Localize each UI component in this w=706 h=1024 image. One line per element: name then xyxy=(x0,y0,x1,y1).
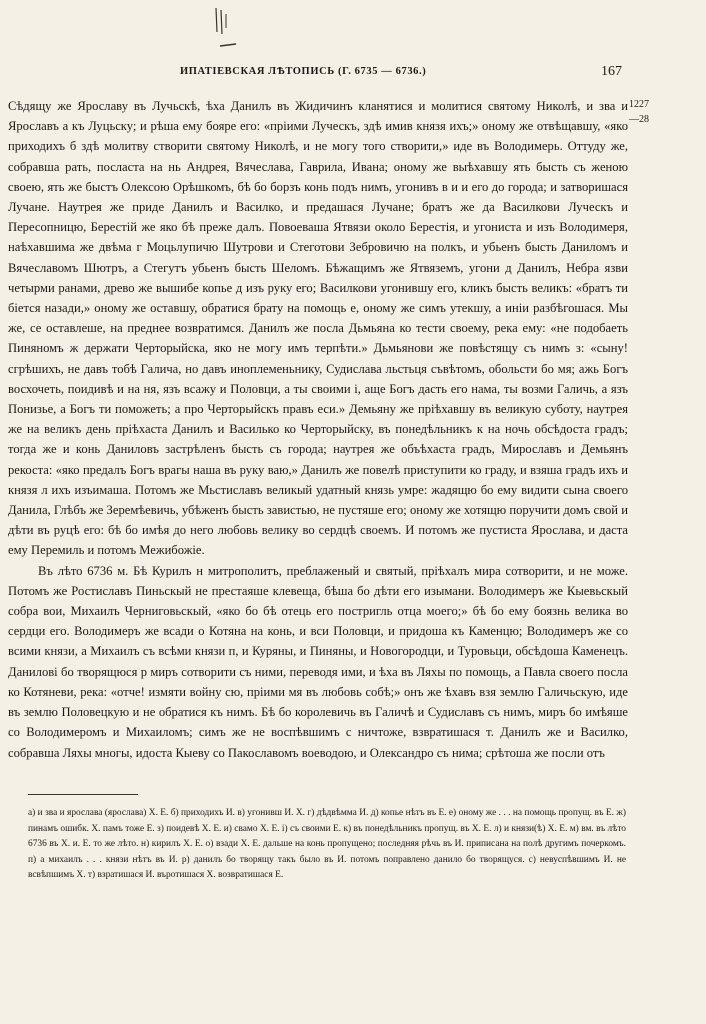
paragraph: Сѣдящу же Ярославу въ Лучьскѣ, ѣха Данилъ въ Жидичинъ кланятися и молитися святому Николѣ, и зва и Ярославъ а къ Луцьску; и рѣша ему бояре его: «прiими Луческъ, здѣ имив князя ихъ;» оному же отвѣщавшу, «яко приходихъ б здѣ молитву створити святому Николѣ, и не могу того створити,» иде въ Володимерь. Оттуду же, собравша рать, посласта на нь Андрея, Вячеслава, Гаврила, Ивана; оному же выѣхавшу ять бысть съ женою своею, ять же быстъ Олексою Орѣшкомъ, бѣ бо борзъ конь подъ нимъ, угонивъ в и и его до города; и затворишася Лучане. Наутрея же приде Данилъ и Василко, и предашася Лучане; братъ же да Василкови Луческъ и Пересопницю, Берестiй же яко бѣ преже далъ. Повоеваша Ятвязи около Берестiя, и угониста и изъ Володимеря, наѣхавшима же двѣма г Моцьлупичю Шутрови и Стеготови Зебровичю на полкъ, и убьенъ бысть Даниломъ и Вячеславомъ Шютръ, а Стегутъ убьенъ бысть Шеломъ. Бѣжащимъ же Ятвяземъ, угони д Данилъ, Небра язви четырми ранами, древо же вышибе копье д изъ руку его; Василкови угонившу его, кликъ бысть великъ: «братъ ти бiется назади,» оному же оставшу, обратися брату на помощь е, оному же симъ утекшу, а инiи разбѣгошася. Мы же, се оставлеше, на преднее возвратимся. Данилъ же посла Дьмьяна ко тести своему, река ему: «не подобаеть Пиняномъ ж держати Черторыйска, яко не могу имъ терпѣти.» Дьмьянови же повѣстящу съ нимъ з: «сыну! сгрѣшихъ, не давъ тобѣ Галича, но давъ иноплеменьнику, Судислава льстьця съвѣтомъ, обольсти бо мя; ажь Богъ восхочеть, поидивѣ и на ня, язъ всажу и Половци, а ты своими i, аще Богъ дасть его нама, ты возми Галичь, а язъ Понизье, а Богъ ти поможеть; а про Черторыйскъ правъ еси.» Демьяну же прiѣхавшу въ великую суботу, наутрея же на великъ день прiѣхаста Данилъ и Василько ко Черторыйску, въ понедѣльникъ к на ночь обсѣдоста градъ; тогда же и конь Даниловъ застрѣленъ бысть съ города; наутрея же объѣхаста градъ, Мирославъ и Демьянъ рекоста: «яко предалъ Богъ врагы наша въ руку ваю,» Данилъ же повелѣ приступити ко граду, и взяша градъ ихъ и князя л ихъ изъимаша. Потомъ же Мьстиславъ великый удатный князь умре: жадящю бо ему видити сына своего Данила, Глѣбъ же Зеремѣевичь, убѣженъ бысть завистью, не пустяше его; оному же хотящю поручити домъ свой и дѣти въ руцѣ его: бѣ бо имѣя до него любовь велику во сердцѣ своемъ. И потомъ же пустиста Ярослава, и даста ему Перемиль и потомъ Межибожiе. xyxy=(8,99,628,558)
paragraph: Въ лѣто 6736 м. Бѣ Курилъ н митрополитъ, преблаженый и святый, прiѣхалъ мира сотворити, и не може. Потомъ же Ростиславъ Пиньскый не престаяше клевеща, бѣша бо дѣти его изымани. Володимеръ же Кыевьскый собра вои, Михаилъ Черниговьскый, «яко бо бѣ отець его постригль отца моего;» бѣ бо ему боязнь велика во сердци его. Володимеръ же всади о Котяна на конь, и вси Половци, и придоша къ Каменцю; Володимеръ же со всими князи, а Михаилъ съ всѣми князи п, и Куряны, и Пиняны, и Новогородци, и Туровьци, обсѣдоша Каменецъ. Даниловi бо творящюся р миръ сотворити съ ними, переводя ими, и ѣха въ Ляхы по помощь, а Павла своего посла ко Котяневи, река: «отче! измяти войну сю, прiими мя въ любовь собѣ;» онъ же ѣхавъ взя землю Галичьскую, иде въ землю Половецкую и не обратися къ нимъ. Бѣ бо королевичь въ Галичѣ и Судиславъ съ нимъ, миръ бо имѣяше со Володимеромъ и Михаиломъ; симъ же не воспѣвшимъ с ничтоже, взвратишася т. Данилъ же и Василко, собравша Ляхы многы, идоста Кыеву со Пакославомъ воеводою, и Олександро съ нима; срѣтоша же посли отъ xyxy=(8,563,628,760)
scan-artifact-mark xyxy=(210,4,250,54)
footnotes: а) и зва и ярослава (ярослава) Х. Е. б) приходихъ И. в) угонивш И. Х. г) дѣдвѣмма И. д) копье нѣтъ въ Е. е) оному же . . . на помощь пропущ. въ Е. ж) пинамъ ошибк. Х. памъ тоже Е. з) поидевѣ Х. Е. и) свамо Х. Е. i) съ своими Е. к) въ понедѣльникъ пропущ. въ Х. Е. л) и князи(ѣ) Х. Е. м) вм. въ лѣто 6736 въ Х. и. Е. то же лѣто. н) кирилъ Х. Е. о) взади Х. Е. дальше на конь пропущено; последняя рѣчь въ И. приписана на полѣ другимъ почеркомъ. п) а михаилъ . . . князи нѣтъ въ И. р) данилъ бо творящу такъ было въ И. потомъ поправлено данило бо творящуся. с) невуспѣвшимъ И. не всвѣпшимъ Х. т) взратишася И. въротишася Х. возвратишася Е. xyxy=(28,808,626,881)
footnote-rule xyxy=(28,794,138,795)
page-number: 167 xyxy=(601,64,622,79)
margin-year: 1227 xyxy=(629,99,649,110)
main-text xyxy=(8,96,628,763)
running-header xyxy=(100,66,666,84)
running-title: ИПАТІЕВСКАЯ ЛѢТОПИСЬ (Г. 6735 — 6736.) xyxy=(180,66,427,77)
margin-year: —28 xyxy=(629,114,649,125)
